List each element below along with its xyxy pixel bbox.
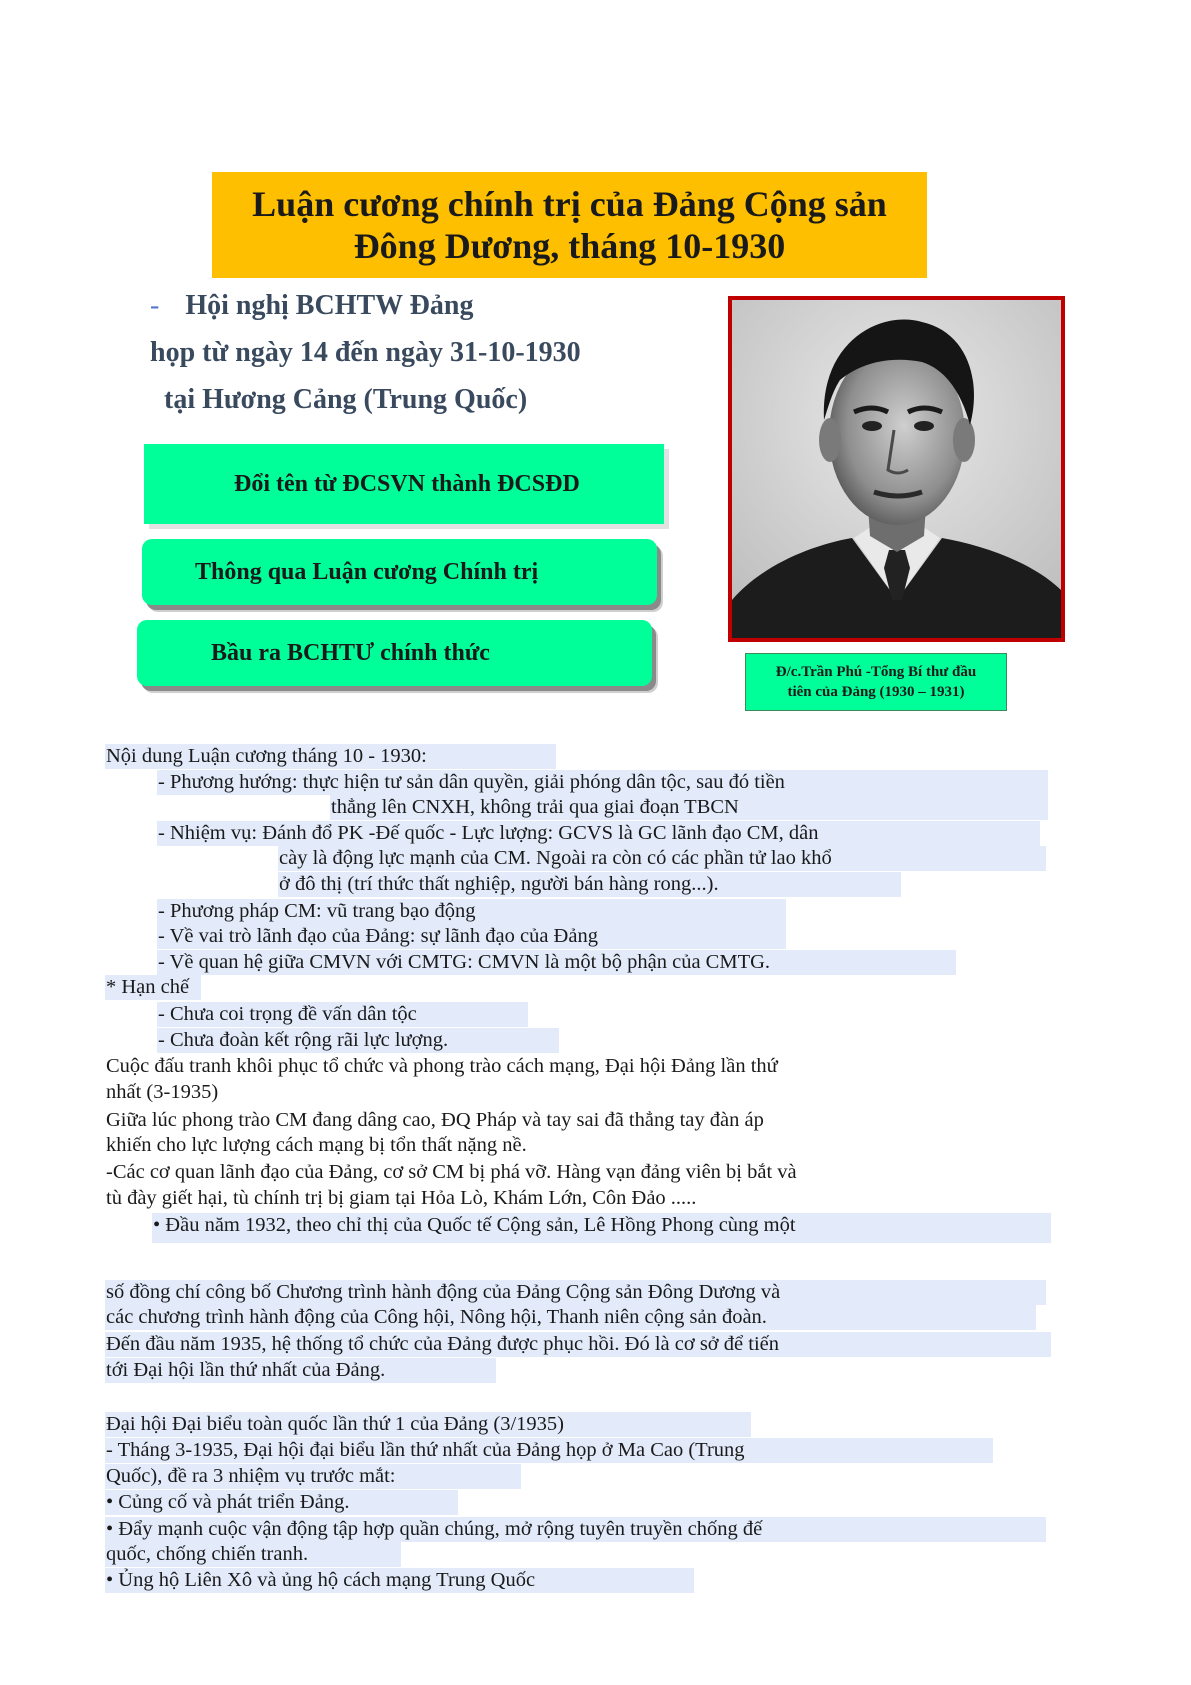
body-line: - Tháng 3-1935, Đại hội đại biểu lần thứ nhất của Đảng họp ở Ma Cao (Trung: [105, 1438, 993, 1463]
body-line: tù đày giết hại, tù chính trị bị giam tại Hỏa Lò, Khám Lớn, Côn Đảo .....: [106, 1187, 697, 1209]
title-line-2: Đông Dương, tháng 10-1930: [353, 226, 786, 266]
body-line: thẳng lên CNXH, không trải qua giai đoạn TBCN: [330, 795, 1048, 820]
caption-line-2: tiên của Đảng (1930 – 1931): [787, 684, 965, 700]
conference-line-2: họp từ ngày 14 đến ngày 31-10-1930: [150, 337, 581, 368]
body-line: Nội dung Luận cương tháng 10 - 1930:: [105, 744, 556, 769]
title-banner: [212, 172, 927, 278]
body-line: -Các cơ quan lãnh đạo của Đảng, cơ sở CM bị phá vỡ. Hàng vạn đảng viên bị bắt và: [106, 1161, 797, 1183]
body-line: cày là động lực mạnh của CM. Ngoài ra còn có các phần tử lao khổ: [278, 846, 1046, 871]
portrait-photo: [728, 296, 1065, 642]
body-line: - Về vai trò lãnh đạo của Đảng: sự lãnh đạo của Đảng: [157, 924, 786, 949]
body-line: số đồng chí công bố Chương trình hành động của Đảng Cộng sản Đông Dương và: [105, 1280, 1046, 1305]
body-line: các chương trình hành động của Công hội, Nông hội, Thanh niên cộng sản đoàn.: [105, 1305, 1036, 1330]
body-line: • Củng cố và phát triển Đảng.: [105, 1490, 458, 1515]
body-line: • Ủng hộ Liên Xô và ủng hộ cách mạng Trung Quốc: [105, 1568, 694, 1593]
body-line: Quốc), đề ra 3 nhiệm vụ trước mắt:: [105, 1464, 521, 1489]
body-line: Đại hội Đại biểu toàn quốc lần thứ 1 của Đảng (3/1935): [105, 1412, 751, 1437]
body-line: - Về quan hệ giữa CMVN với CMTG: CMVN là một bộ phận của CMTG.: [157, 950, 956, 975]
body-line: • Đầu năm 1932, theo chỉ thị của Quốc tế Cộng sản, Lê Hồng Phong cùng một: [152, 1213, 1051, 1243]
body-line: Giữa lúc phong trào CM đang dâng cao, ĐQ Pháp và tay sai đã thẳng tay đàn áp: [106, 1109, 764, 1131]
decision-rename-label: Đổi tên từ ĐCSVN thành ĐCSĐD: [234, 470, 580, 497]
decision-elect-label: Bầu ra BCHTƯ chính thức: [211, 639, 490, 666]
body-line: - Phương hướng: thực hiện tư sản dân quyền, giải phóng dân tộc, sau đó tiền: [157, 770, 1048, 795]
body-line: - Chưa coi trọng đề vấn dân tộc: [157, 1002, 528, 1027]
portrait-image: [732, 300, 1061, 638]
decision-box-rename: [144, 444, 664, 524]
body-line: - Nhiệm vụ: Đánh đổ PK -Đế quốc - Lực lượng: GCVS là GC lãnh đạo CM, dân: [157, 821, 1040, 846]
body-line: ở đô thị (trí thức thất nghiệp, người bán hàng rong...).: [278, 872, 901, 897]
conference-line-1: [150, 290, 473, 322]
body-line: khiến cho lực lượng cách mạng bị tổn thất nặng nề.: [106, 1134, 527, 1156]
title-line-1: Luận cương chính trị của Đảng Cộng sản: [252, 184, 887, 224]
body-line: nhất (3-1935): [106, 1081, 219, 1103]
body-line: • Đẩy mạnh cuộc vận động tập hợp quần chúng, mở rộng tuyên truyền chống đế: [105, 1517, 1046, 1542]
portrait-caption: [745, 653, 1007, 711]
body-line: Đến đầu năm 1935, hệ thống tổ chức của Đảng được phục hồi. Đó là cơ sở để tiến: [105, 1332, 1051, 1357]
caption-line-1: Đ/c.Trần Phú -Tổng Bí thư đầu: [775, 664, 977, 680]
dash-bullet: -: [150, 290, 160, 321]
body-line: quốc, chống chiến tranh.: [105, 1542, 401, 1567]
decision-approve-label: Thông qua Luận cương Chính trị: [195, 558, 539, 585]
decision-box-approve: [142, 539, 657, 605]
body-line: Cuộc đấu tranh khôi phục tổ chức và phong trào cách mạng, Đại hội Đảng lần thứ: [106, 1055, 778, 1077]
body-line: tới Đại hội lần thứ nhất của Đảng.: [105, 1358, 496, 1383]
body-line: - Phương pháp CM: vũ trang bạo động: [157, 899, 786, 924]
conference-line-3: tại Hương Cảng (Trung Quốc): [164, 384, 528, 415]
decision-box-elect: [137, 620, 652, 686]
body-line: * Hạn chế: [105, 975, 201, 1000]
body-line: - Chưa đoàn kết rộng rãi lực lượng.: [157, 1028, 559, 1053]
conference-title: Hội nghị BCHTW Đảng: [185, 290, 474, 321]
